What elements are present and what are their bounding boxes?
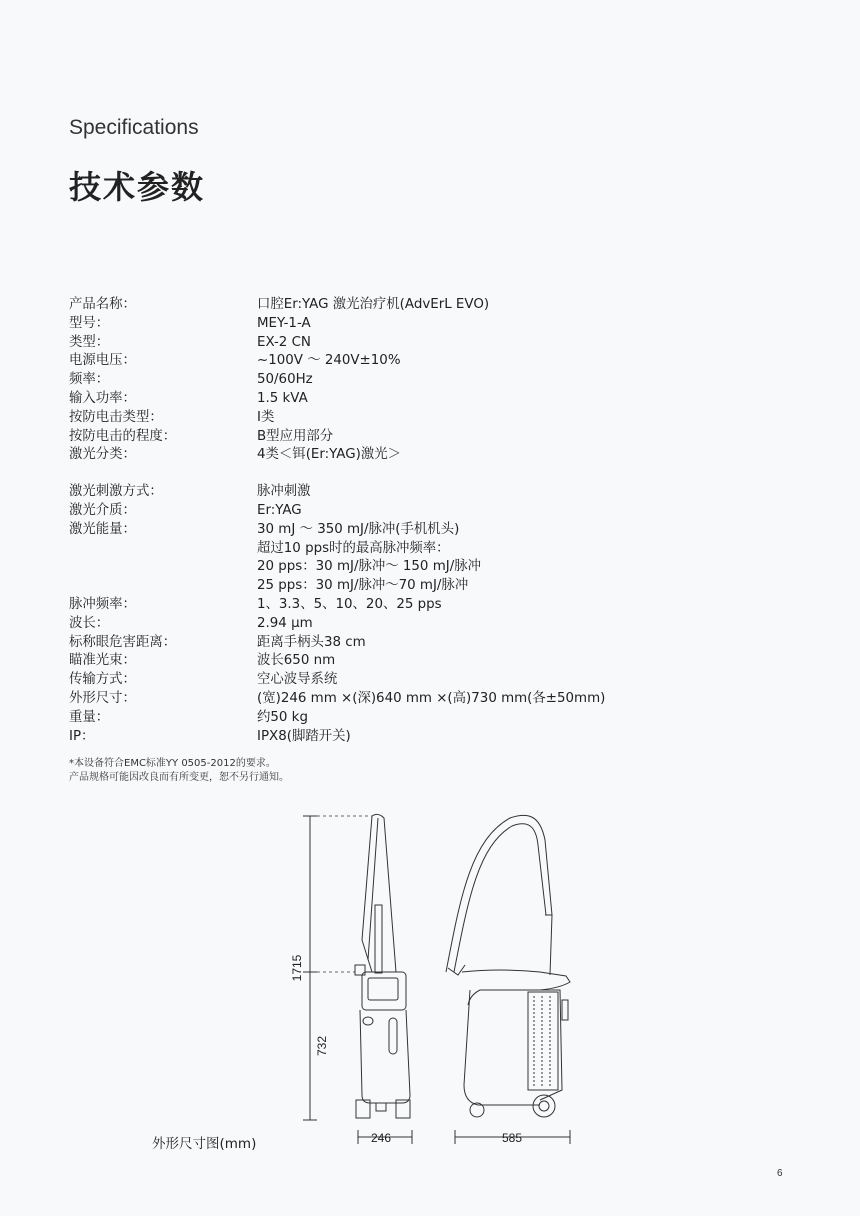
spec-row <box>0 446 860 465</box>
spec-row <box>0 728 860 747</box>
spec-value: 波长650 nm <box>257 653 336 669</box>
footnotes <box>69 757 289 785</box>
spec-row <box>0 652 860 671</box>
spec-value: MEY-1-A <box>257 315 311 331</box>
spec-row <box>0 428 860 447</box>
side-view-device <box>446 815 570 1117</box>
spec-row <box>0 671 860 690</box>
spec-value: (宽)246 mm ×(深)640 mm ×(高)730 mm(各±50mm) <box>257 690 606 706</box>
title-chinese: 技术参数 <box>69 168 206 206</box>
spec-row <box>0 690 860 709</box>
spec-value: Er:YAG <box>257 502 302 518</box>
spec-value: 30 mJ ～ 350 mJ/脉冲(手机机头) <box>257 521 460 537</box>
spec-row <box>0 483 860 502</box>
spec-label: 类型： <box>69 334 110 350</box>
spec-label: 输入功率： <box>69 390 136 406</box>
spec-label: 波长： <box>69 615 110 631</box>
spec-row <box>0 615 860 634</box>
spec-value: 4类＜铒(Er:YAG)激光＞ <box>257 447 401 463</box>
footnote-change: 产品规格可能因改良而有所变更，恕不另行通知。 <box>69 772 289 783</box>
spec-label: 激光刺激方式： <box>69 484 163 500</box>
spec-label: 瞄准光束： <box>69 653 136 669</box>
spec-value: ~100V ～ 240V±10% <box>257 353 401 369</box>
spec-label: 传输方式： <box>69 672 136 688</box>
spec-value: 约50 kg <box>257 709 308 725</box>
title-english: Specifications <box>69 116 199 139</box>
spec-value: 脉冲刺激 <box>257 484 311 500</box>
spec-label: 脉冲频率： <box>69 596 136 612</box>
spec-value: B型应用部分 <box>257 428 334 444</box>
spec-row <box>0 521 860 540</box>
spec-label: 按防电击的程度： <box>69 428 177 444</box>
spec-value: 2.94 μm <box>257 615 313 631</box>
spec-value: IPX8(脚踏开关) <box>257 728 351 744</box>
spec-value: 距离手柄头38 cm <box>257 634 366 650</box>
spec-value: 超过10 pps时的最高脉冲频率： <box>257 540 450 556</box>
spec-value: 50/60Hz <box>257 372 313 388</box>
spec-row <box>0 390 860 409</box>
spec-row <box>0 596 860 615</box>
spec-value: 1.5 kVA <box>257 390 308 406</box>
spec-label: 外形尺寸： <box>69 690 136 706</box>
spec-label: 重量： <box>69 709 110 725</box>
spec-label: 激光分类： <box>69 447 136 463</box>
footnote-emc: *本设备符合EMC标准YY 0505-2012的要求。 <box>69 758 276 769</box>
spec-row <box>0 315 860 334</box>
spec-row <box>0 409 860 428</box>
spec-value: 1、3.3、5、10、20、25 pps <box>257 596 442 612</box>
spec-row <box>0 334 860 353</box>
section-gap <box>0 465 860 483</box>
spec-label: 型号： <box>69 315 110 331</box>
spec-value: EX-2 CN <box>257 334 311 350</box>
spec-label: IP： <box>69 728 95 744</box>
spec-row <box>0 540 860 559</box>
spec-row <box>0 352 860 371</box>
page-number: 6 <box>777 1168 783 1179</box>
spec-label: 按防电击类型： <box>69 409 163 425</box>
spec-list <box>0 296 860 746</box>
spec-value: 25 pps：30 mJ/脉冲～70 mJ/脉冲 <box>257 578 469 594</box>
spec-label: 频率： <box>69 372 110 388</box>
dim-total-height-label: 1715 <box>290 954 304 982</box>
spec-label: 电源电压： <box>69 353 136 369</box>
spec-label: 标称眼危害距离： <box>69 634 177 650</box>
dim-depth-label: 585 <box>501 1131 523 1145</box>
spec-row <box>0 634 860 653</box>
spec-value: 口腔Er:YAG 激光治疗机(AdvErL EVO) <box>257 297 490 312</box>
spec-row <box>0 371 860 390</box>
spec-row <box>0 502 860 521</box>
spec-label: 激光能量： <box>69 521 136 537</box>
diagram-caption: 外形尺寸图(mm) <box>152 1136 257 1152</box>
front-view-device <box>355 814 410 1118</box>
spec-row <box>0 577 860 596</box>
spec-label: 产品名称： <box>69 297 136 312</box>
spec-value: 20 pps：30 mJ/脉冲～ 150 mJ/脉冲 <box>257 559 481 575</box>
spec-row <box>0 558 860 577</box>
dim-body-height-label: 732 <box>315 1035 329 1057</box>
spec-value: I类 <box>257 409 275 425</box>
dim-width-label: 246 <box>370 1131 392 1145</box>
spec-row <box>0 296 860 315</box>
spec-label: 激光介质： <box>69 502 136 518</box>
spec-row <box>0 709 860 728</box>
spec-value: 空心波导系统 <box>257 672 338 688</box>
